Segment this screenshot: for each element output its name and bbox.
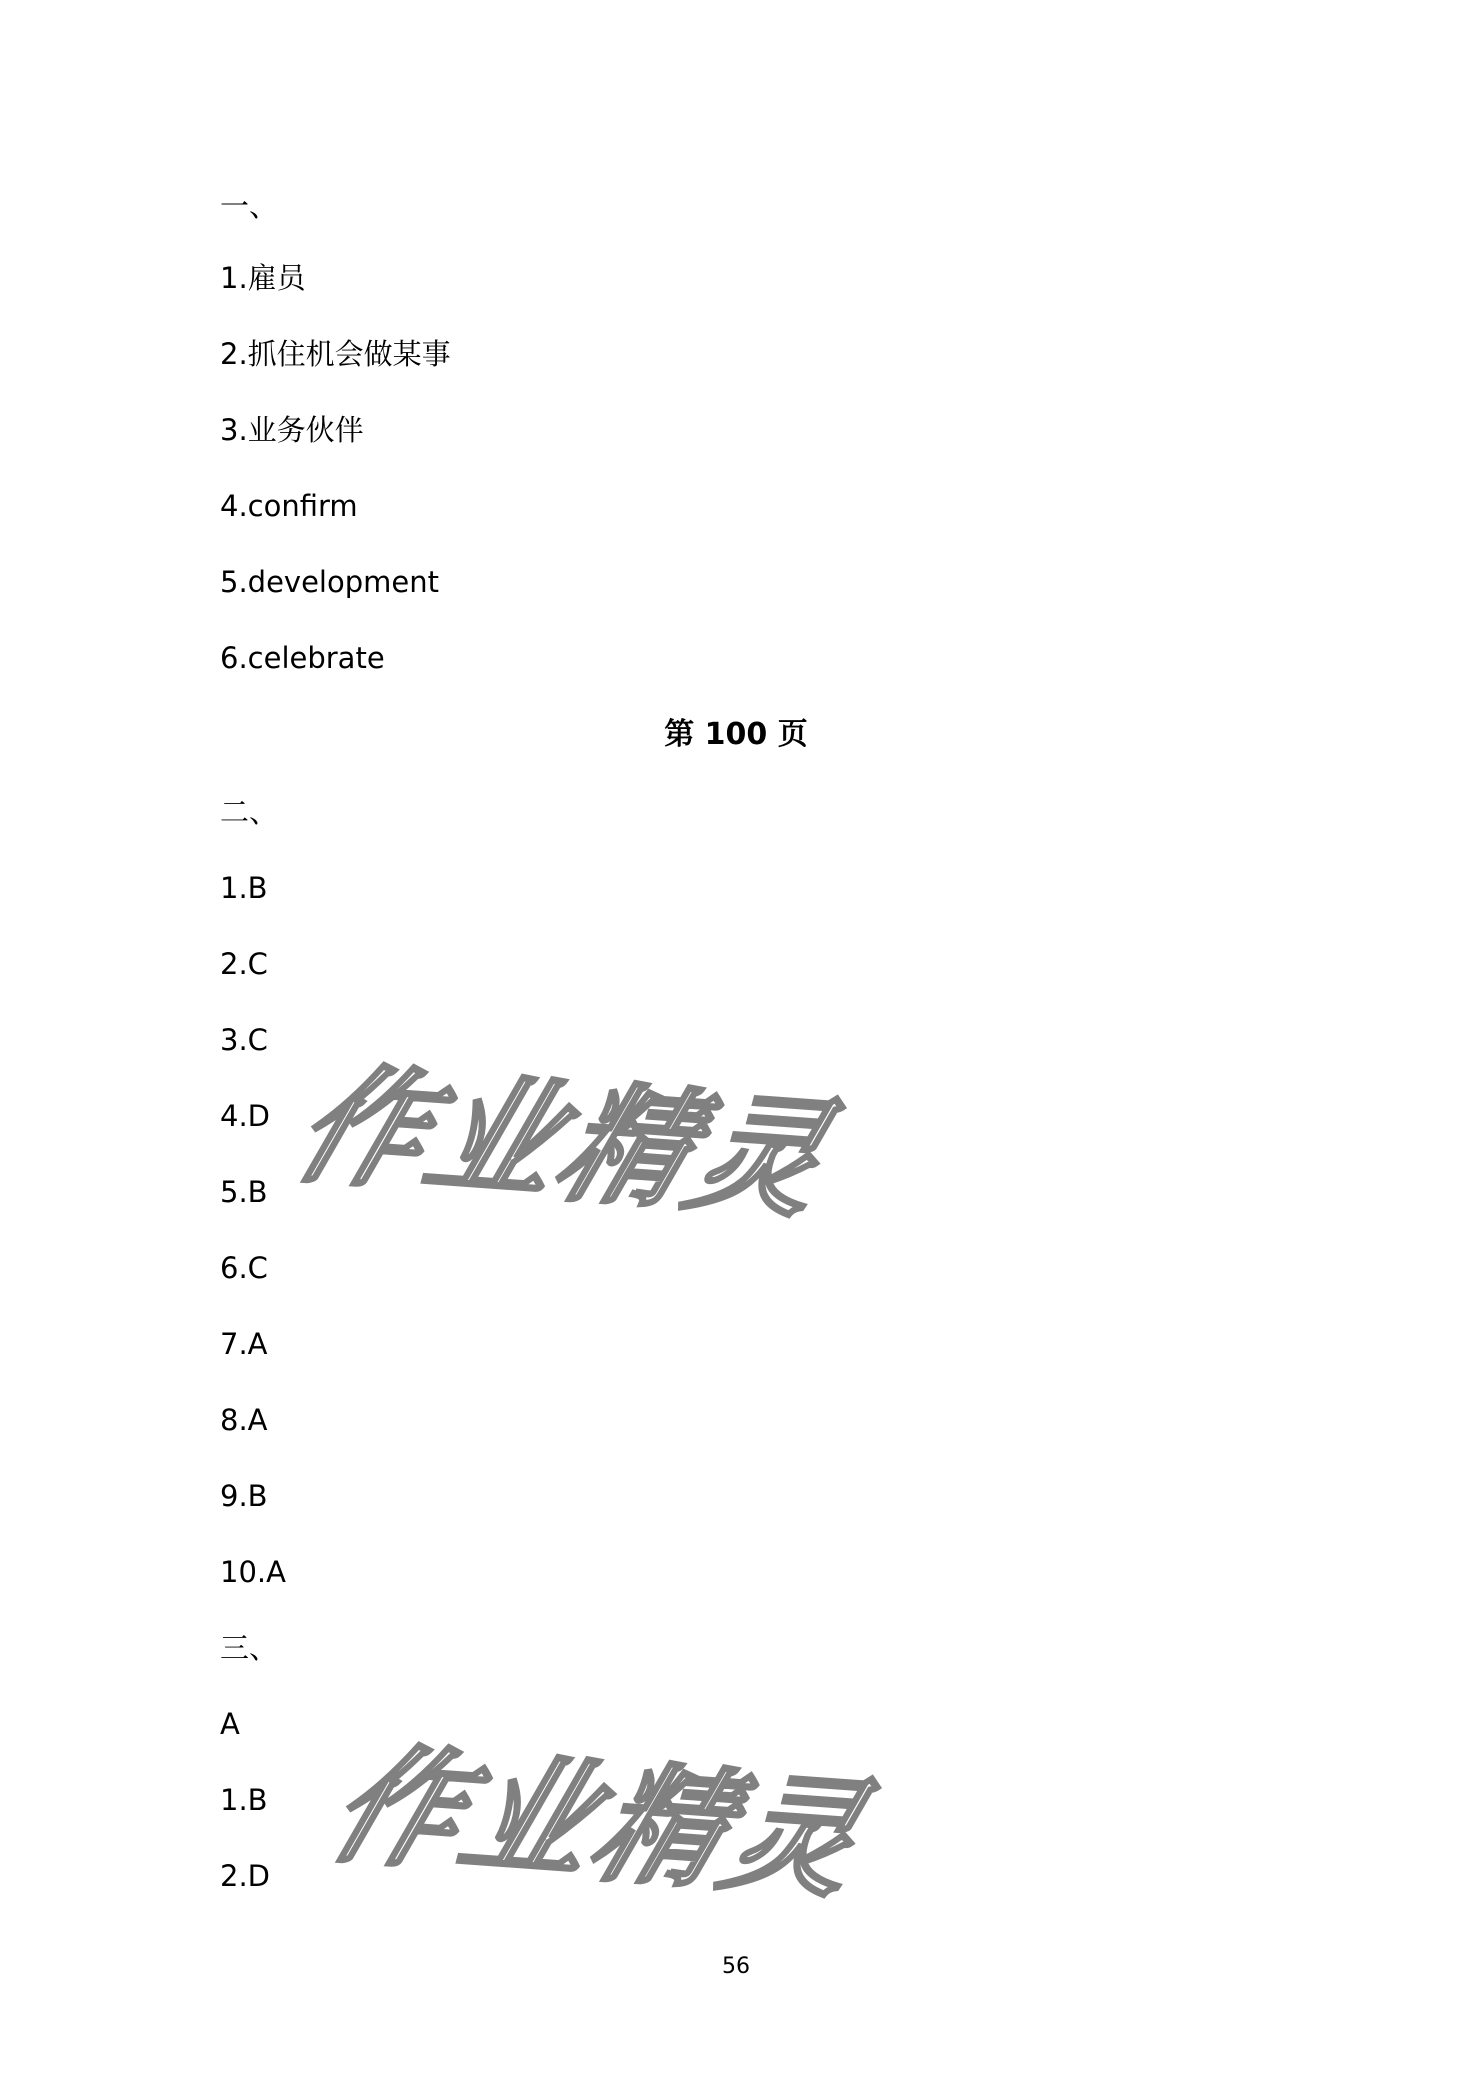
section-1-item-4: 4.confirm xyxy=(220,489,358,523)
section-2-item-5: 5.B xyxy=(220,1175,268,1209)
section-2-item-6: 6.C xyxy=(220,1251,268,1285)
section-1-item-5: 5.development xyxy=(220,565,439,599)
section-2-label: 二、 xyxy=(220,795,279,829)
section-3-item-2: 2.D xyxy=(220,1859,270,1893)
section-1-item-2: 2.抓住机会做某事 xyxy=(220,337,451,371)
section-2-item-1: 1.B xyxy=(220,871,268,905)
page-heading: 第 100 页 xyxy=(664,717,808,752)
section-2-item-2: 2.C xyxy=(220,947,268,981)
section-1-item-1: 1.雇员 xyxy=(220,261,306,295)
section-2-item-10: 10.A xyxy=(220,1555,286,1589)
section-2-item-4: 4.D xyxy=(220,1099,270,1133)
section-2-item-7: 7.A xyxy=(220,1327,268,1361)
section-2-item-9: 9.B xyxy=(220,1479,268,1513)
section-3-item-1: 1.B xyxy=(220,1783,268,1817)
section-2-item-8: 8.A xyxy=(220,1403,268,1437)
watermark-logo: 作业精灵 xyxy=(277,1050,851,1237)
section-2-item-3: 3.C xyxy=(220,1023,268,1057)
section-3-sub-label: A xyxy=(220,1707,240,1741)
section-3-label: 三、 xyxy=(220,1631,279,1665)
watermark-logo: 作业精灵 xyxy=(312,1730,886,1917)
section-1-item-6: 6.celebrate xyxy=(220,641,385,675)
page-number: 56 xyxy=(722,1954,750,1979)
section-1-item-3: 3.业务伙伴 xyxy=(220,413,364,447)
section-1-label: 一、 xyxy=(220,189,279,223)
